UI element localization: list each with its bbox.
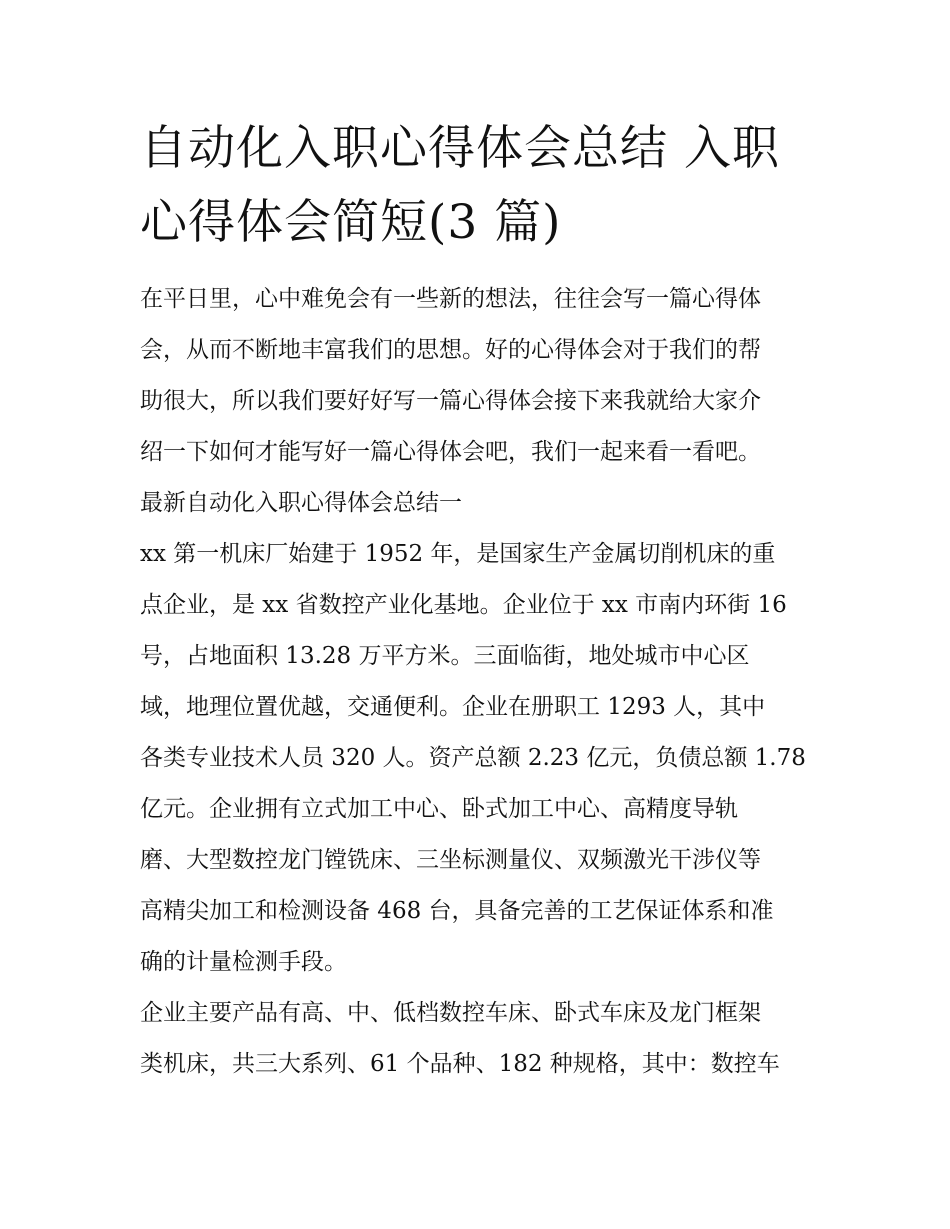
- text-line: 号，占地面积 13.28 万平方米。三面临街，地处城市中心区: [140, 643, 750, 669]
- text-line: 企业主要产品有高、中、低档数控车床、卧式车床及龙门框架: [140, 1000, 761, 1026]
- text-line: 绍一下如何才能写好一篇心得体会吧，我们一起来看一看吧。: [140, 439, 761, 465]
- document-page: [140, 112, 815, 1090]
- text-line: xx 第一机床厂始建于 1952 年，是国家生产金属切削机床的重: [140, 541, 776, 567]
- text-line: 会，从而不断地丰富我们的思想。好的心得体会对于我们的帮: [140, 337, 761, 363]
- text-line: 类机床，共三大系列、61 个品种、182 种规格，其中：数控车: [140, 1051, 780, 1077]
- text-line: 高精尖加工和检测设备 468 台，具备完善的工艺保证体系和准: [140, 898, 774, 924]
- text-line: 域，地理位置优越，交通便利。企业在册职工 1293 人，其中: [140, 694, 766, 720]
- title-line: 心得体会简短(3 篇): [140, 195, 562, 250]
- text-line: 助很大，所以我们要好好写一篇心得体会接下来我就给大家介: [140, 388, 761, 414]
- text-line: 亿元。企业拥有立式加工中心、卧式加工中心、高精度导轨: [140, 796, 738, 822]
- document-title: [140, 112, 815, 260]
- text-line: 各类专业技术人员 320 人。资产总额 2.23 亿元，负债总额 1.78: [140, 745, 806, 771]
- section-heading: 最新自动化入职心得体会总结一: [140, 490, 462, 516]
- text-line: 确的计量检测手段。: [140, 949, 347, 975]
- document-body: [140, 274, 815, 1090]
- text-line: 在平日里，心中难免会有一些新的想法，往往会写一篇心得体: [140, 286, 761, 312]
- text-line: 点企业，是 xx 省数控产业化基地。企业位于 xx 市南内环街 16: [140, 592, 787, 618]
- text-line: 磨、大型数控龙门镗铣床、三坐标测量仪、双频激光干涉仪等: [140, 847, 761, 873]
- title-line: 自动化入职心得体会总结 入职: [140, 121, 780, 176]
